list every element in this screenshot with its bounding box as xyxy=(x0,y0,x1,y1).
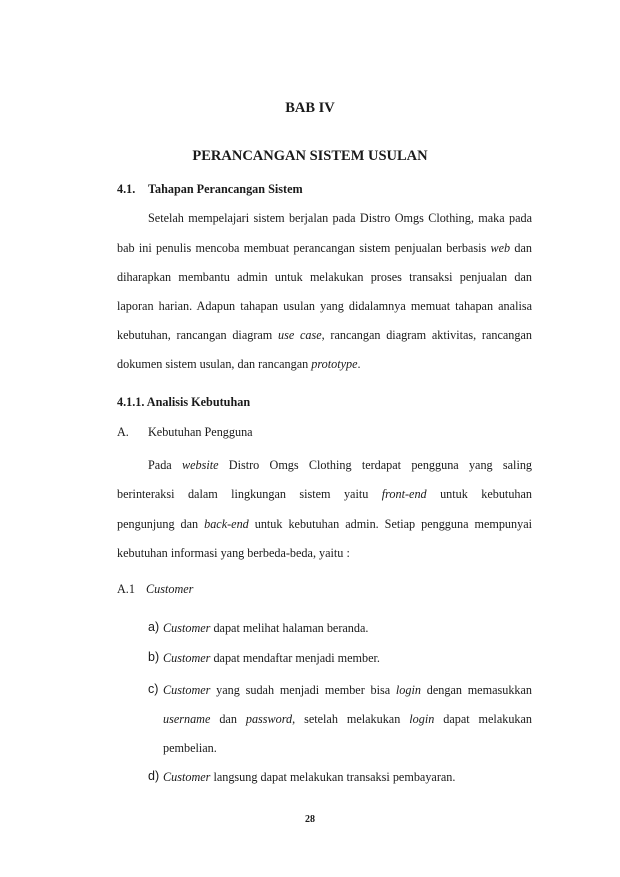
chapter-heading: BAB IV xyxy=(285,100,335,116)
list-marker: c) xyxy=(148,682,159,696)
subsection-title: 4.1.1. Analisis Kebutuhan xyxy=(117,395,251,409)
list-item: Customer dapat mendaftar menjadi member. xyxy=(163,651,380,665)
subsection-a-title: Kebutuhan Pengguna xyxy=(148,425,253,439)
list-item: Customer langsung dapat melakukan transaksi pembayaran. xyxy=(163,770,456,784)
list-marker: b) xyxy=(148,650,160,664)
page-number: 28 xyxy=(305,814,315,825)
para-line: berinteraksi dalam lingkungan sistem yaitu front-end untuk kebutuhan xyxy=(117,487,533,501)
para-line: Setelah mempelajari sistem berjalan pada Distro Omgs Clothing, maka pada xyxy=(148,211,532,225)
para-line: Pada website Distro Omgs Clothing terdapat pengguna yang saling xyxy=(148,458,533,472)
list-item-line: username dan password, setelah melakukan login dapat melakukan xyxy=(163,712,533,726)
para-line: bab ini penulis mencoba membuat perancangan sistem penjualan berbasis web dan xyxy=(117,241,533,255)
chapter-title: PERANCANGAN SISTEM USULAN xyxy=(192,148,428,164)
para-line: diharapkan membantu admin untuk melakukan proses transaksi penjualan dan xyxy=(117,270,532,284)
list-item: Customer dapat melihat halaman beranda. xyxy=(163,621,369,635)
customer-title: Customer xyxy=(146,582,194,596)
para-line: kebutuhan informasi yang berbeda-beda, yaitu : xyxy=(117,546,350,560)
subsection-a-marker: A. xyxy=(117,425,129,439)
section-number: 4.1. xyxy=(117,182,136,196)
list-marker: d) xyxy=(148,769,160,783)
para-line: laporan harian. Adapun tahapan usulan yang didalamnya memuat tahapan analisa xyxy=(117,299,532,313)
list-item-line: pembelian. xyxy=(163,741,217,755)
list-item: Customer yang sudah menjadi member bisa login dengan memasukkan xyxy=(163,683,533,697)
para-line: pengunjung dan back-end untuk kebutuhan admin. Setiap pengguna mempunyai xyxy=(117,517,532,531)
list-marker: a) xyxy=(148,620,160,634)
customer-marker: A.1 xyxy=(117,582,135,596)
section-title: Tahapan Perancangan Sistem xyxy=(148,182,303,196)
para-line: dokumen sistem usulan, dan rancangan prototype. xyxy=(117,357,361,371)
para-line: kebutuhan, rancangan diagram use case, rancangan diagram aktivitas, rancangan xyxy=(117,328,532,342)
